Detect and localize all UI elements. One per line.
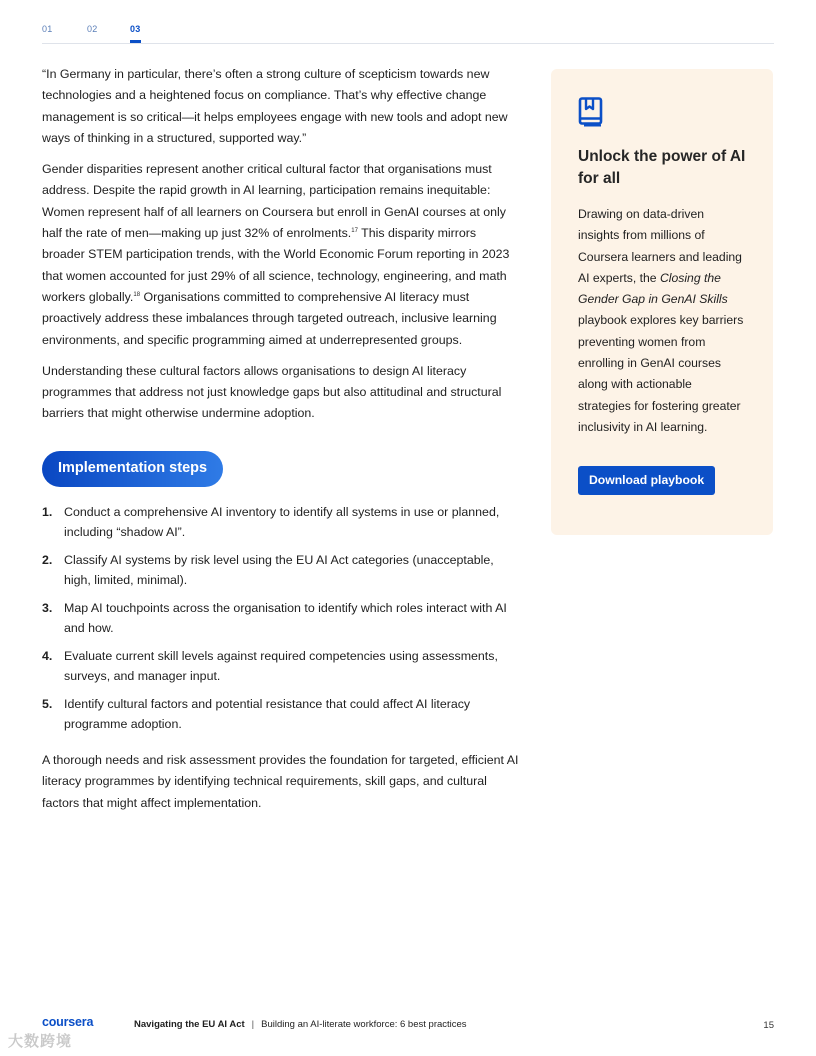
conclusion-paragraph: A thorough needs and risk assessment provides the foundation for targeted, efficient AI literacy programmes by identifying technical requirements, skill gaps, and cultural factors that might affect implementation. [42, 753, 519, 810]
callout-title: Unlock the power of AI for all [578, 148, 746, 187]
watermark: 大数跨境 [8, 1033, 73, 1050]
quote-paragraph: “In Germany in particular, there’s often a strong culture of scepticism towards new technologies and a heightened focus on compliance. That’s why effective change management is so critical—it helps employees engage with new tools and adopt new ways of thinking in a structured, supported way.” [42, 67, 508, 145]
steps-list [42, 503, 522, 734]
footer [42, 1016, 774, 1036]
tab-01[interactable]: 01 [42, 24, 53, 34]
list-item: 1. Conduct a comprehensive AI inventory to identify all systems in use or planned, including “shadow AI”. [42, 505, 500, 539]
playbook-callout [551, 69, 773, 535]
list-item: 4. Evaluate current skill levels against required competencies using assessments, surveys, and manager input. [42, 649, 498, 683]
gender-paragraph: Gender disparities represent another critical cultural factor that organisations must address. Despite the rapid growth in AI learning, participation remains inequitable: Women represent half of all learners on Coursera but enroll in GenAI courses at only half the rate of men—making up just 32% of enrolments.$^{17}$ This disparity mirrors broader STEM participation trends, with the World Economic Forum reporting in 2023 that women accounted for just 29% of all science, technology, engineering, and math workers globally.$^{18}$ Organisations committed to comprehensive AI literacy must proactively address these imbalances through targeted outreach, inclusive learning environments, and specific programming aimed at underrepresented groups. [42, 162, 510, 347]
footnote-18: 18 [133, 291, 141, 298]
section-tabs [42, 22, 774, 44]
footnote-17: 17 [351, 227, 358, 234]
playbook-title: Closing the Gender Gap in GenAI Skills [578, 270, 728, 307]
list-item: 3. Map AI touchpoints across the organisation to identify which roles interact with AI and how. [42, 601, 507, 635]
coursera-logo[interactable]: coursera [42, 1015, 94, 1029]
callout-body: Drawing on data-driven insights from millions of Coursera learners and leading AI experts, the Closing the Gender Gap in GenAI Skills playbook explores key barriers preventing women from enrolling in GenAI courses along with actionable strategies for fostering greater inclusivity in AI learning. [578, 207, 744, 434]
tab-02[interactable]: 02 [87, 24, 98, 34]
chapter-title: Building an AI-literate workforce: 6 best practices [261, 1019, 467, 1030]
breadcrumb-separator: | [251, 1019, 255, 1030]
page-number: 15 [763, 1020, 774, 1031]
list-item: 2. Classify AI systems by risk level using the EU AI Act categories (unacceptable, high, limited, minimal). [42, 553, 494, 587]
cultural-factors-paragraph: Understanding these cultural factors allows organisations to design AI literacy programmes that address not just knowledge gaps but also attitudinal and structural barriers that might otherwise undermine adoption. [42, 363, 502, 421]
doc-title: Navigating the EU AI Act [134, 1019, 245, 1030]
book-icon [578, 97, 604, 127]
breadcrumb [134, 1019, 467, 1030]
main-content [42, 64, 522, 824]
implementation-steps-heading: Implementation steps [42, 451, 223, 487]
tab-03[interactable]: 03 [130, 24, 141, 34]
download-playbook-button[interactable]: Download playbook [578, 466, 715, 495]
list-item: 5. Identify cultural factors and potential resistance that could affect AI literacy programme adoption. [42, 697, 471, 731]
